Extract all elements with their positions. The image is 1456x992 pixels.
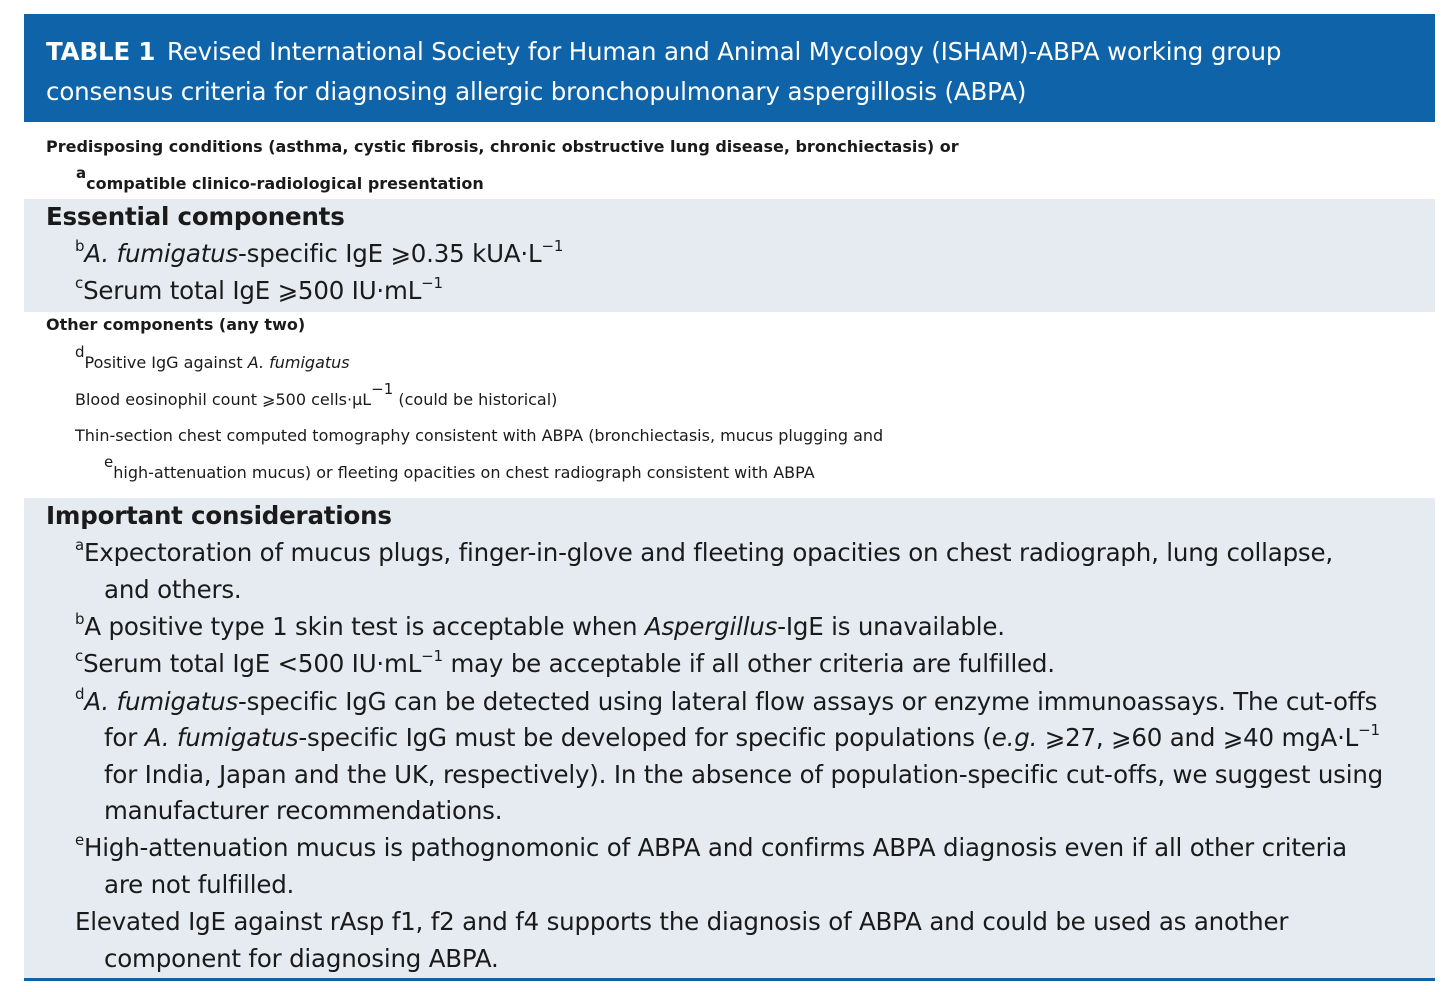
- note-e-line2: are not fulfilled.: [104, 870, 295, 899]
- note-d-line2-c: ⩾27, ⩾60 and ⩾40 mgA·L: [1037, 723, 1359, 752]
- considerations-section: [24, 498, 1435, 978]
- exponent: −1: [371, 380, 394, 398]
- table-title-line1: [46, 32, 1413, 72]
- footnote-marker: b: [75, 610, 85, 628]
- other-item-ct-line2: [104, 453, 815, 482]
- footnote-marker: b: [75, 237, 85, 255]
- other-item-ct-line1: Thin-section chest computed tomography consistent with ABPA (bronchiectasis, mucus plugging and: [75, 426, 884, 445]
- other-item3-line2-text: high-attenuation mucus) or fleeting opacities on chest radiograph consistent with ABPA: [113, 463, 815, 482]
- eg-abbrev: e.g.: [991, 723, 1038, 752]
- note-a-text: Expectoration of mucus plugs, finger-in-glove and fleeting opacities on chest radiograph, lung collapse,: [84, 538, 1333, 567]
- footnote-marker: a: [75, 536, 84, 554]
- predisposing-section: [24, 122, 1435, 198]
- organism-name: Aspergillus: [644, 612, 778, 641]
- exponent: −1: [421, 647, 443, 665]
- organism-name: A. fumigatus: [84, 687, 239, 716]
- table-header: [24, 14, 1435, 122]
- footnote-marker: e: [75, 831, 85, 849]
- note-d-line1-text: -specific IgG can be detected using lateral flow assays or enzyme immunoassays. The cut-offs: [238, 687, 1378, 716]
- note-d-line3: for India, Japan and the UK, respectively). In the absence of population-specific cut-offs, we suggest using: [104, 760, 1383, 789]
- note-a-line1: [75, 538, 1333, 567]
- other-item-igg: [75, 343, 350, 372]
- note-c: [75, 649, 1055, 678]
- essential-item-total-ige: [75, 276, 443, 305]
- note-b-text2: -IgE is unavailable.: [777, 612, 1005, 641]
- essential-item1-text: -specific IgE ⩾0.35 kUA·L: [238, 239, 542, 268]
- note-f-line2: component for diagnosing ABPA.: [104, 944, 499, 973]
- note-e-line1: [75, 833, 1347, 862]
- note-d-line2-a: for: [104, 723, 145, 752]
- predisposing-line2: [76, 164, 484, 193]
- table-label: TABLE 1: [46, 37, 156, 66]
- considerations-heading: Important considerations: [46, 501, 392, 530]
- footnote-marker: e: [104, 453, 114, 471]
- other-heading: Other components (any two): [46, 315, 306, 334]
- essential-item2-text: Serum total IgE ⩾500 IU·mL: [83, 276, 422, 305]
- note-b-text1: A positive type 1 skin test is acceptable when: [84, 612, 645, 641]
- note-f-line1: Elevated IgE against rAsp f1, f2 and f4 supports the diagnosis of ABPA and could be used as another: [75, 907, 1289, 936]
- footnote-marker: c: [75, 647, 84, 665]
- predisposing-line1: Predisposing conditions (asthma, cystic fibrosis, chronic obstructive lung disease, bronchiectasis) or: [46, 137, 959, 156]
- exponent: −1: [421, 274, 443, 292]
- predisposing-line2-text: compatible clinico-radiological presentation: [86, 174, 484, 193]
- other-item2-after: (could be historical): [393, 390, 558, 409]
- footnote-marker: a: [76, 164, 87, 182]
- note-c-text2: may be acceptable if all other criteria are fulfilled.: [442, 649, 1055, 678]
- footnote-marker: d: [75, 343, 85, 361]
- other-item2-text: Blood eosinophil count ⩾500 cells·µL: [75, 390, 372, 409]
- other-section: [24, 312, 1435, 512]
- other-item1-text: Positive IgG against: [84, 353, 248, 372]
- essential-item-specific-ige: [75, 239, 563, 268]
- note-d-line2: [104, 723, 1380, 752]
- note-d-line4: manufacturer recommendations.: [104, 796, 503, 825]
- organism-name: A. fumigatus: [144, 723, 299, 752]
- note-d-line2-b: -specific IgG must be developed for specific populations (: [298, 723, 992, 752]
- note-e-text: High-attenuation mucus is pathognomonic of ABPA and confirms ABPA diagnosis even if all other criteria: [84, 833, 1347, 862]
- table-title-text: Revised International Society for Human and Animal Mycology (ISHAM)-ABPA working group: [166, 37, 1282, 66]
- footnote-marker: d: [75, 685, 85, 703]
- footnote-marker: c: [75, 274, 84, 292]
- note-d-line1: [75, 687, 1377, 716]
- table-bottom-rule: [24, 978, 1435, 981]
- table-title-line2: consensus criteria for diagnosing allergic bronchopulmonary aspergillosis (ABPA): [46, 77, 1027, 106]
- note-b: [75, 612, 1005, 641]
- essential-heading: Essential components: [46, 202, 345, 231]
- organism-name: A. fumigatus: [84, 239, 239, 268]
- essential-section: [24, 199, 1435, 312]
- note-a-line2: and others.: [104, 575, 242, 604]
- exponent: −1: [1358, 721, 1380, 739]
- note-c-text1: Serum total IgE <500 IU·mL: [83, 649, 422, 678]
- exponent: −1: [541, 237, 564, 255]
- organism-name: A. fumigatus: [247, 353, 350, 372]
- other-item-eosinophil: [75, 380, 558, 409]
